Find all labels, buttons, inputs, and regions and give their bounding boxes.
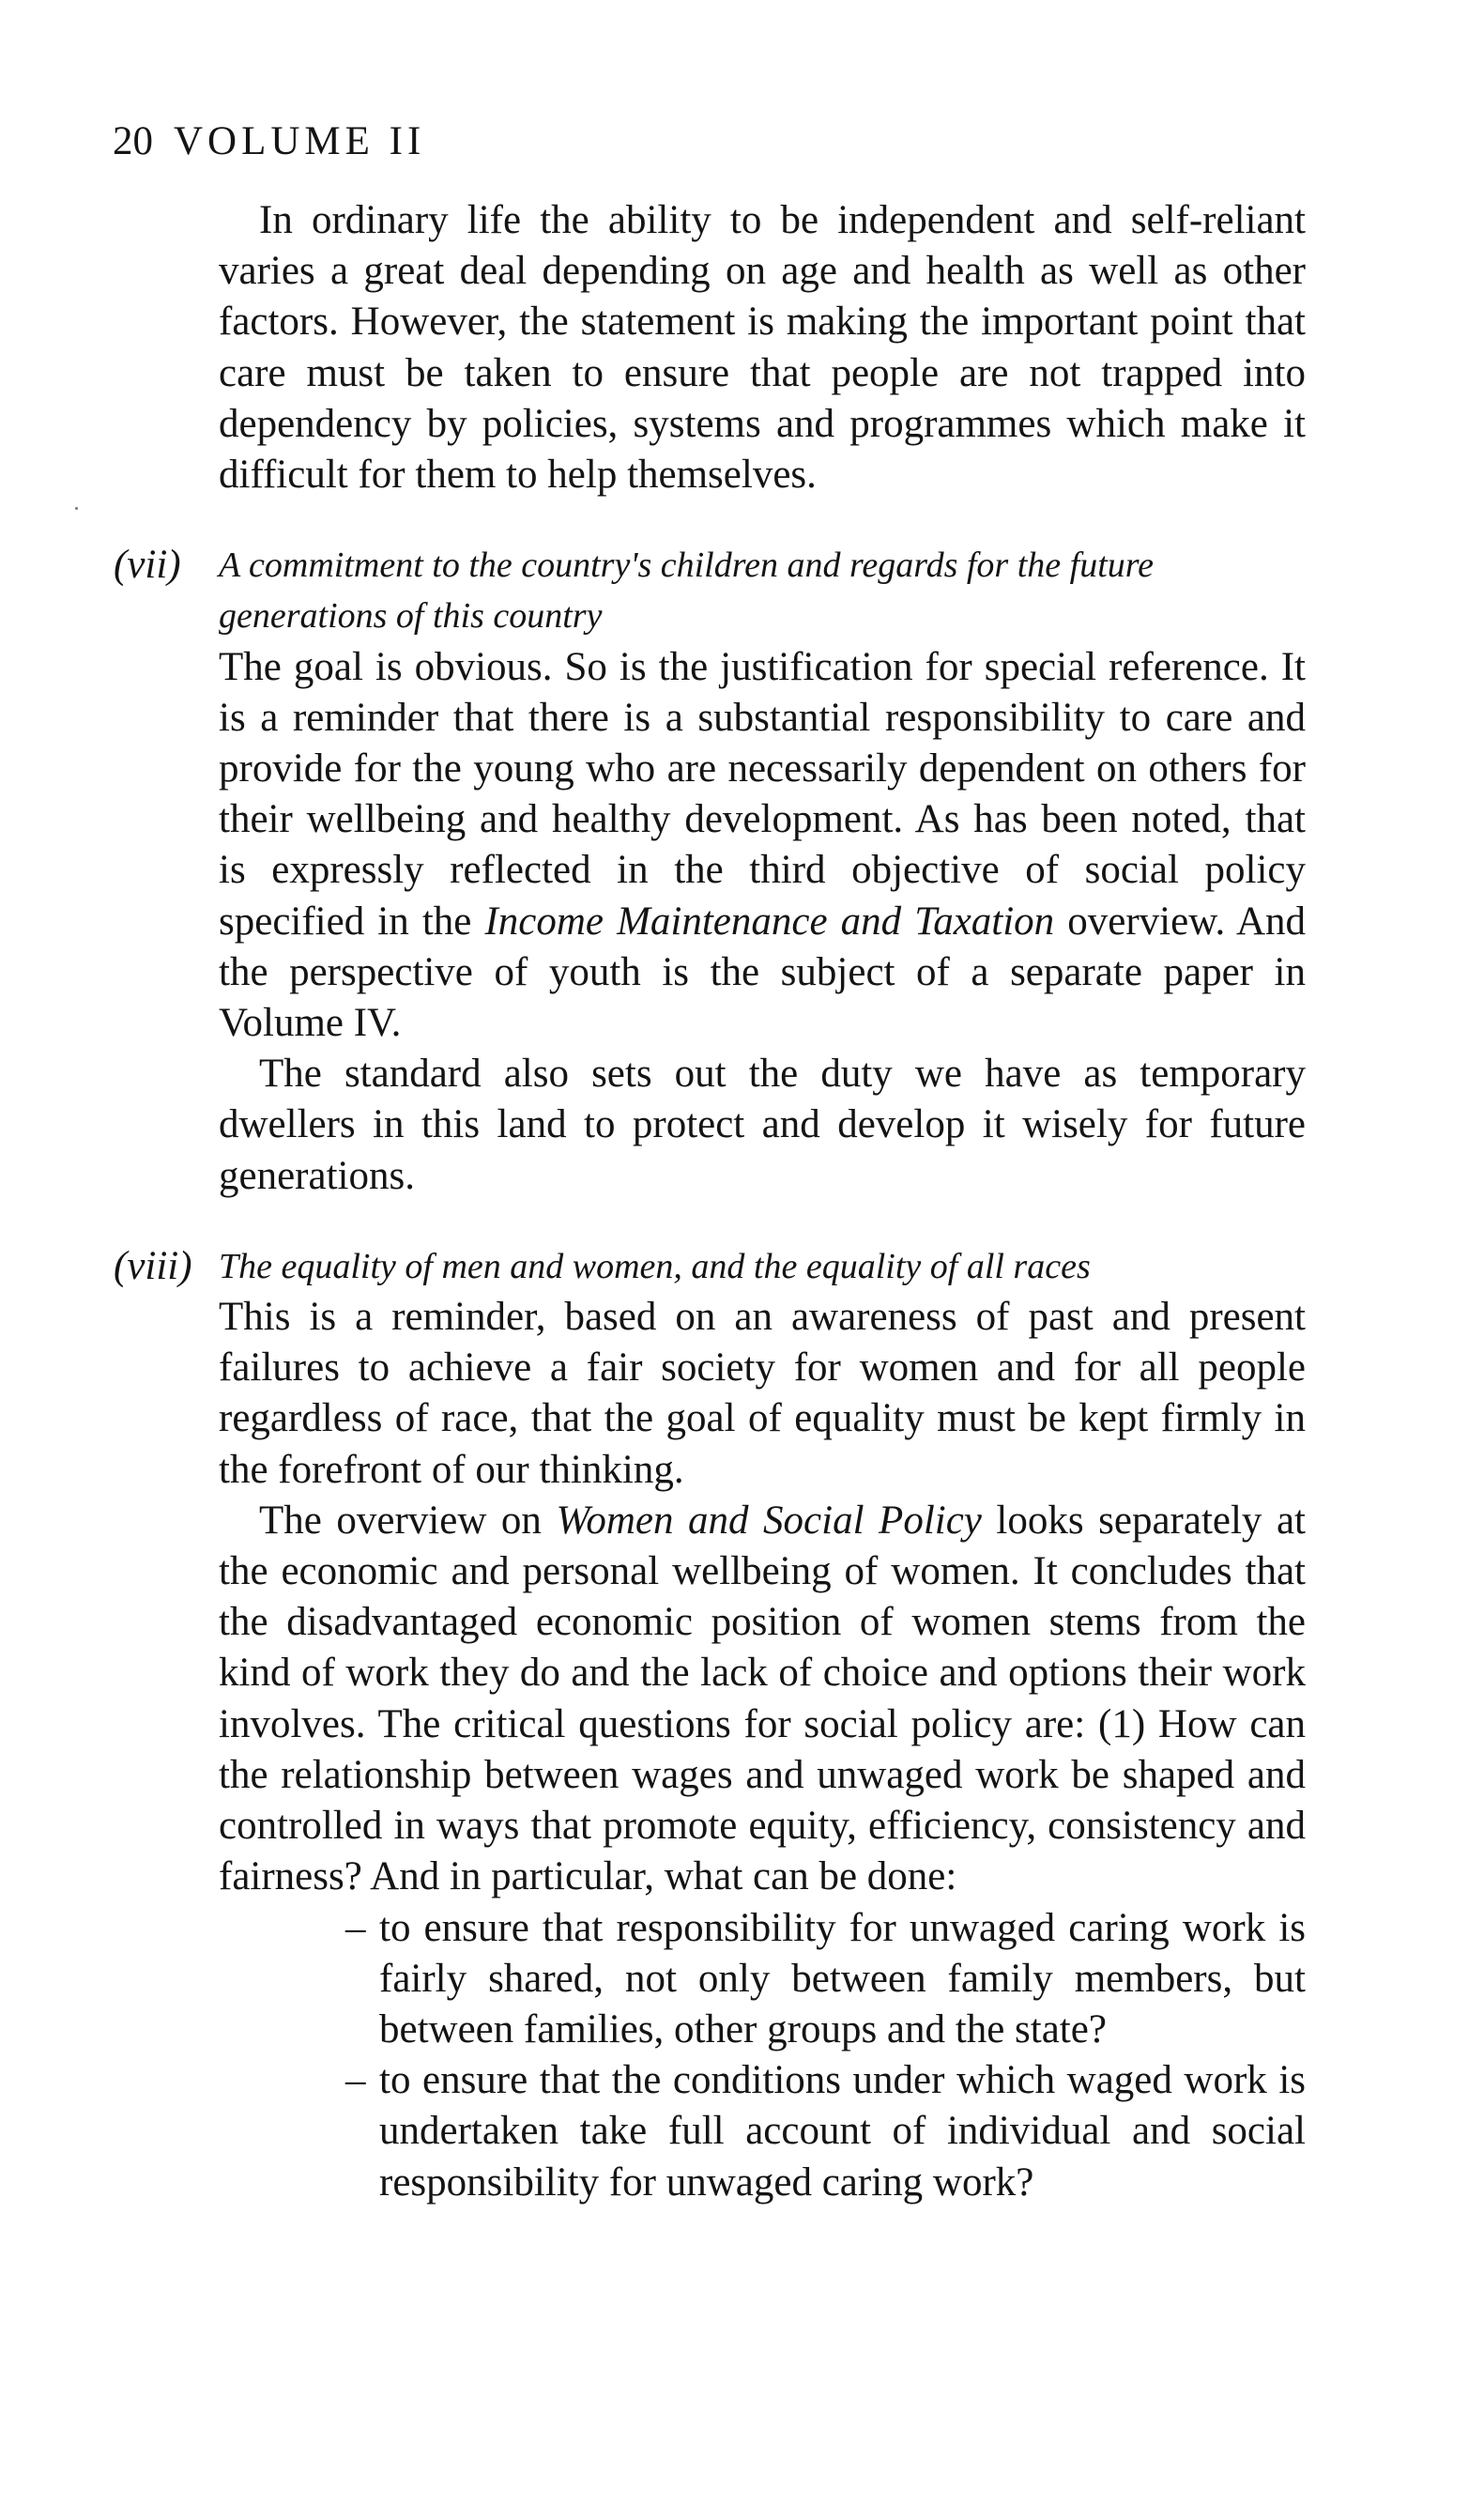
list-dash: – bbox=[345, 1905, 366, 1950]
section-vii-paragraph-1 bbox=[219, 642, 1306, 1050]
section-viii-paragraph-2 bbox=[219, 1496, 1306, 1903]
section-viii-paragraph-2-text-a: The overview on bbox=[259, 1498, 557, 1543]
list-item bbox=[345, 1903, 1306, 2056]
section-title-viii: The equality of men and women, and the equality of all races bbox=[219, 1246, 1091, 1286]
income-maintenance-title: Income Maintenance and Taxation bbox=[484, 899, 1055, 944]
section-number-viii: (viii) bbox=[114, 1243, 192, 1288]
section-viii bbox=[114, 1241, 1306, 2208]
volume-label: VOLUME II bbox=[174, 119, 426, 163]
section-vii-paragraph-1-text-a: The goal is obvious. So is the justification for special reference. It is a reminder that there is a substantial responsibility to care and provide for the young who are necessarily dependent on others for their wellbeing and healthy development. As has been noted, that is expressly reflected in the third objective of social policy specified in the bbox=[219, 644, 1306, 944]
section-title-vii: A commitment to the country's children and regards for the future generations of this country bbox=[219, 546, 1154, 637]
list-item-text: to ensure that the conditions under which waged work is undertaken take full account of individual and social responsibility for unwaged caring work? bbox=[379, 2058, 1306, 2205]
question-list bbox=[219, 1903, 1306, 2208]
section-vii-paragraph-1-text-b: overview. And the perspective of youth is the subject of a separate paper in Volume IV. bbox=[219, 899, 1306, 1046]
body-text bbox=[114, 195, 1306, 2208]
margin-mark bbox=[75, 507, 78, 510]
section-vii-paragraph-2: The standard also sets out the duty we have as temporary dwellers in this land to protect and develop it wisely for future generations. bbox=[219, 1052, 1306, 1198]
list-dash: – bbox=[345, 2058, 366, 2103]
women-social-policy-title: Women and Social Policy bbox=[556, 1498, 982, 1543]
section-number-vii: (vii) bbox=[114, 543, 181, 588]
section-viii-paragraph-2-text-b: looks separately at the economic and personal wellbeing of women. It concludes that the disadvantaged economic position of women stems from the kind of work they do and the lack of choice and options their work involves. The critical questions for social policy are: (1) How can the relationship between wages and unwaged work be shaped and controlled in ways that promote equity, efficiency, consistency and fairness? And in particular, what can be done: bbox=[219, 1498, 1306, 1899]
running-head bbox=[113, 118, 425, 165]
intro-paragraph: In ordinary life the ability to be independent and self-reliant varies a great deal depending on age and health as well as other factors. However, the statement is making the important point that care must be taken to ensure that people are not trapped into dependency by policies, systems and programmes which make it difficult for them to help themselves. bbox=[219, 198, 1306, 498]
page-number: 20 bbox=[113, 119, 153, 163]
list-item bbox=[345, 2055, 1306, 2208]
section-vii bbox=[114, 540, 1306, 1202]
list-item-text: to ensure that responsibility for unwaged caring work is fairly shared, not only between family members, but between families, other groups and the state? bbox=[379, 1905, 1306, 2052]
section-viii-paragraph-1: This is a reminder, based on an awareness of past and present failures to achieve a fair society for women and for all people regardless of race, that the goal of equality must be kept firmly in the forefront of our thinking. bbox=[219, 1295, 1306, 1492]
